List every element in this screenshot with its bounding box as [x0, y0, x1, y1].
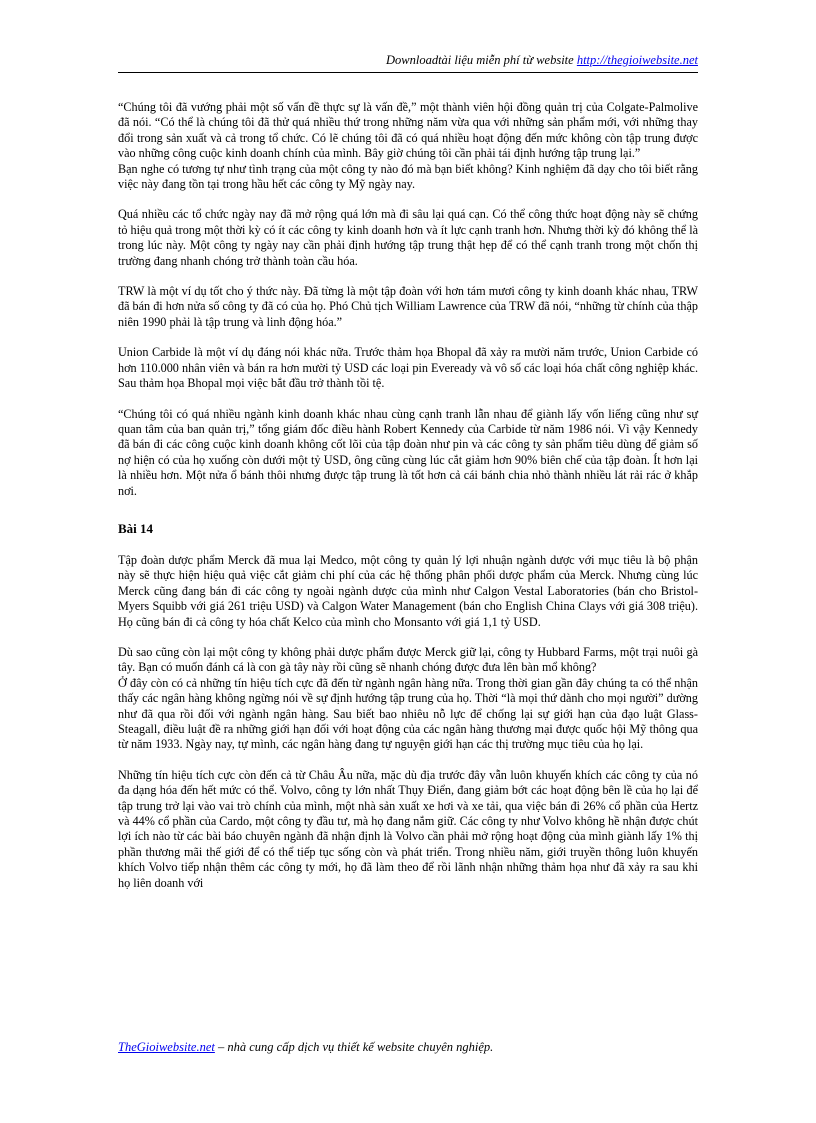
header-link[interactable]: http://thegioiwebsite.net — [576, 53, 698, 67]
page-footer — [118, 1040, 698, 1055]
footer-text: – nhà cung cấp dịch vụ thiết kế website chuyên nghiệp. — [214, 1040, 494, 1054]
page-header — [118, 53, 698, 68]
header-text: Downloadtài liệu miễn phí từ website — [385, 53, 577, 67]
paragraph: TRW là một ví dụ tốt cho ý thức này. Đã từng là một tập đoàn với hơn tám mươi công ty kinh doanh khác nhau, TRW đã bán đi hơn nửa số công ty đã có của họ. Phó Chủ tịch William Lawrence của TRW đã nói, “những từ chính của thập niên 1990 phải là tập trung và linh động hóa.” — [118, 284, 698, 329]
header-rule — [118, 72, 698, 73]
paragraph: Ở đây còn có cả những tín hiệu tích cực đã đến từ ngành ngân hàng nữa. Trong thời gian gần đây chúng ta có thể nhận thấy các ngân hàng không ngừng nói về sự định hướng tập trung của họ. Thời “là mọi thứ dành cho mọi người” dường như đã qua rồi đối với ngành ngân hàng. Sau biết bao nhiêu nỗ lực để chống lại sự giới hạn của đạo luật Glass-Steagall, điều luật đề ra những giới hạn đối với hoạt động của các ngân hàng thương mại được quốc hội Mỹ thông qua từ năm 1933. Ngày nay, tự mình, các ngân hàng đang tự nguyện giới hạn các thị trường mục tiêu của họ lại. — [118, 675, 698, 752]
paragraph: “Chúng tôi có quá nhiều ngành kinh doanh khác nhau cùng cạnh tranh lẫn nhau để giành lấy vốn liếng cũng như sự quan tâm của ban quản trị,” tổng giám đốc điều hành Robert Kennedy của Carbide từ năm 1986 nói. Vì vậy Kennedy đã bán đi các công cuộc kinh doanh không cốt lõi của tập đoàn như pin và các công ty sản phẩm tiêu dùng để giảm số nợ hiện có của họ xuống còn dưới một tỷ USD, ông cũng cùng lúc cắt giảm hơn 90% biên chế của tập đoàn. Ít hơn lại là nhiều hơn. Một nửa ổ bánh thôi nhưng được tập trung là tốt hơn cả cái bánh chia nhỏ thành nhiều lát rải rác ở khắp nơi. — [118, 406, 698, 498]
footer-link[interactable]: TheGioiwebsite.net — [118, 1040, 215, 1054]
paragraph: Dù sao cũng còn lại một công ty không phải dược phẩm được Merck giữ lại, công ty Hubbard Farms, một trại nuôi gà tây. Bạn có muốn đánh cá là con gà tây này rồi cũng sẽ nhanh chóng được đưa lên bàn mổ không? — [118, 644, 698, 675]
paragraph: Quá nhiều các tổ chức ngày nay đã mở rộng quá lớn mà đi sâu lại quá cạn. Có thể công thức hoạt động này sẽ chứng tỏ hiệu quả trong một thời kỳ có ít các công ty kinh doanh hơn và ít lực cạnh tranh hơn. Nhưng thời kỳ đó không thể là trong lúc này. Một công ty ngày nay cần phải định hướng tập trung thật hẹp để có thể cạnh tranh trong một chốn thị trường đang nhanh chóng trở thành toàn cầu hóa. — [118, 207, 698, 268]
paragraph: “Chúng tôi đã vướng phải một số vấn đề thực sự là vấn đề,” một thành viên hội đồng quản trị của Colgate-Palmolive đã nói. “Có thể là chúng tôi đã thử quá nhiều thứ trong những năm vừa qua với những sản phẩm mới, với những thay đổi trong sản xuất và cả trong tổ chức. Có lẽ chúng tôi đã có quá nhiều hoạt động đến mức không còn tập trung được vào những công cuộc kinh doanh chính của mình. Bây giờ chúng tôi cần phải tái định hướng tập trung lại.” — [118, 100, 698, 161]
section-title: Bài 14 — [118, 520, 154, 536]
paragraph: Những tín hiệu tích cực còn đến cả từ Châu Âu nữa, mặc dù địa trước đây vẫn luôn khuyến khích các công ty của nó đa dạng hóa đến hết mức có thể. Volvo, công ty lớn nhất Thụy Điển, đang giảm bớt các hoạt động bên lề của họ lại để tập trung trở lại vào vai trò chính của mình, một nhà sản xuất xe hơi và xe tải, qua việc bán đi 26% cổ phần của Hertz và 44% cổ phần của Cardo, một công ty đầu tư, mà họ đang nắm giữ. Các công ty như Volvo không hề nhận được chút lợi ích nào từ các bài báo chuyên ngành đã nhận định là Volvo cần phải mở rộng hoạt động của mình giành lấy 1% thị phần thương mãi thế giới để có thể tiếp tục sống còn và phát triển. Trong nhiều năm, giới truyền thông luôn khuyến khích Volvo tiếp nhận thêm các công ty mới, họ đã làm theo để rồi lãnh nhận những thảm họa như đã xảy ra sau khi họ liên doanh với — [118, 767, 698, 890]
document-body — [118, 100, 698, 906]
paragraph: Tập đoàn dược phẩm Merck đã mua lại Medco, một công ty quản lý lợi nhuận ngành dược với mục tiêu là bộ phận này sẽ thực hiện hiệu quả việc cắt giảm chi phí của các hệ thống phân phối dược phẩm của Merck. Nhưng cùng lúc Merck cũng đang bán đi các công ty ngoài ngành dược của mình như Calgon Vestal Laboratories (bán cho Bristol-Myers Squibb với giá 261 triệu USD) và Calgon Water Management (bán cho English China Clays với giá 308 triệu). Họ cũng bán đi cả công ty hóa chất Kelco của mình cho Monsanto với giá 1,1 tỷ USD. — [118, 552, 698, 629]
paragraph: Union Carbide là một ví dụ đáng nói khác nữa. Trước thảm họa Bhopal đã xảy ra mười năm trước, Union Carbide có hơn 110.000 nhân viên và bán ra hơn mười tỷ USD các loại pin Eveready và vô số các loại hóa chất công nghiệp khác. Sau thảm họa Bhopal mọi việc bắt đầu trở thành tồi tệ. — [118, 345, 698, 391]
paragraph: Bạn nghe có tương tự như tình trạng của một công ty nào đó mà bạn biết không? Kinh nghiệm đã dạy cho tôi biết rằng việc này đang tồn tại trong hầu hết các công ty Mỹ ngày nay. — [118, 161, 698, 192]
